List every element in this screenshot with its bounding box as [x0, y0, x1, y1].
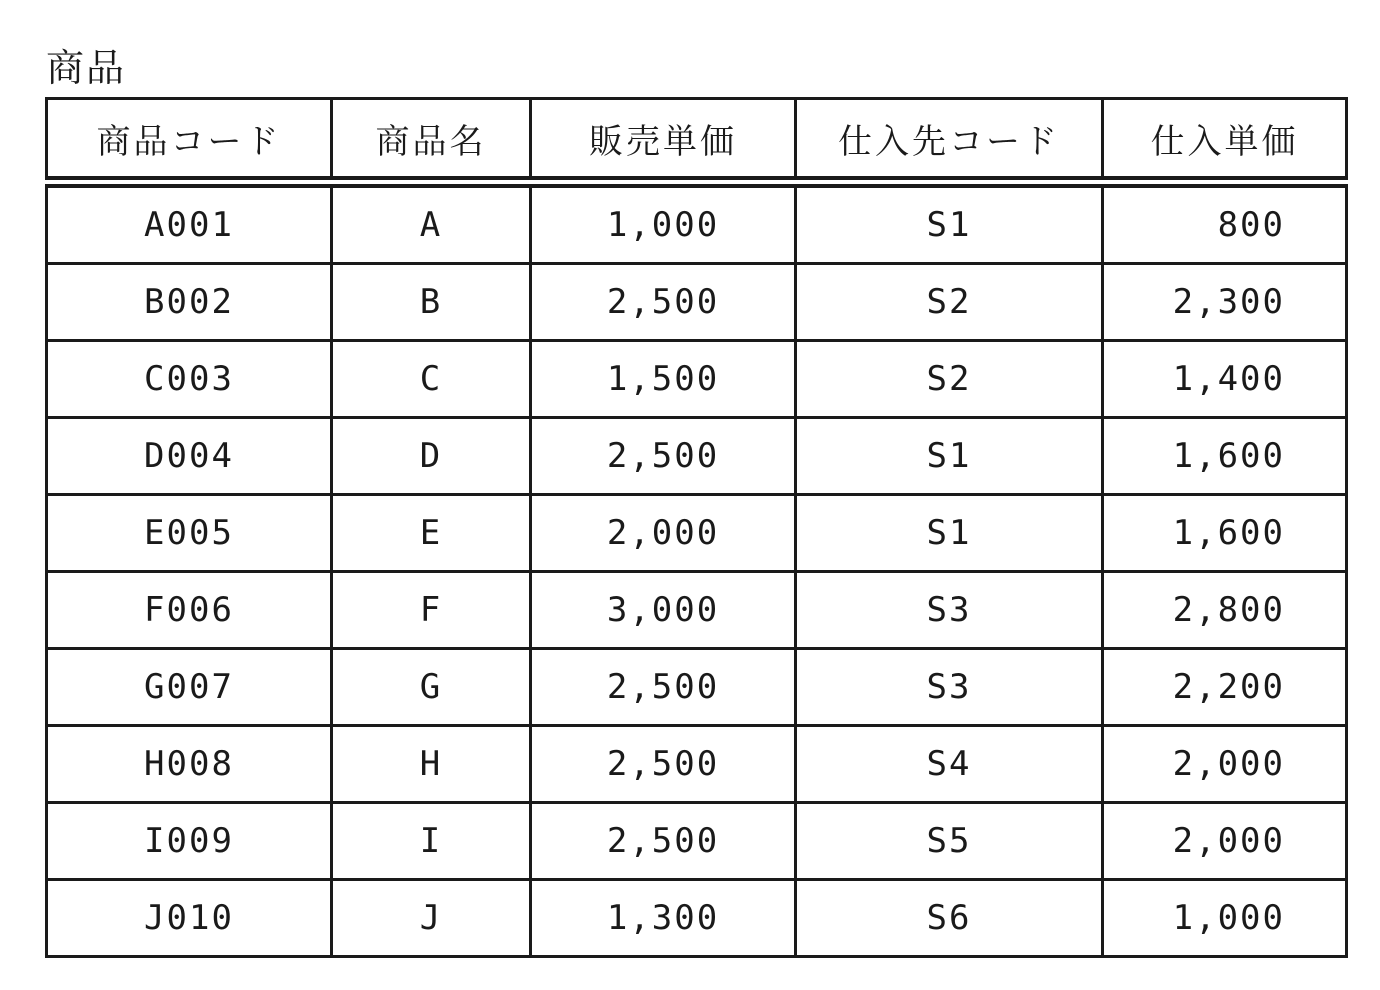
cell-product-name: G — [332, 649, 531, 726]
cell-product-name: I — [332, 803, 531, 880]
header-row — [47, 99, 1347, 183]
cell-supplier-code: S5 — [796, 803, 1103, 880]
cell-product-code: J010 — [47, 880, 332, 957]
cell-supplier-code: S2 — [796, 264, 1103, 341]
cell-purchase-price: 2,200 — [1103, 649, 1347, 726]
cell-product-name: F — [332, 572, 531, 649]
table-row — [47, 264, 1347, 341]
cell-product-code: H008 — [47, 726, 332, 803]
cell-supplier-code: S1 — [796, 182, 1103, 264]
cell-supplier-code: S3 — [796, 572, 1103, 649]
table-row — [47, 418, 1347, 495]
header-product-name: 商品名 — [332, 99, 531, 183]
cell-product-code: C003 — [47, 341, 332, 418]
cell-product-name: H — [332, 726, 531, 803]
cell-sale-price: 2,500 — [531, 803, 796, 880]
table-row — [47, 649, 1347, 726]
cell-product-code: E005 — [47, 495, 332, 572]
cell-product-name: A — [332, 182, 531, 264]
cell-purchase-price: 1,000 — [1103, 880, 1347, 957]
cell-product-code: I009 — [47, 803, 332, 880]
table-title: 商品 — [46, 46, 127, 90]
cell-purchase-price: 2,800 — [1103, 572, 1347, 649]
header-sale-price: 販売単価 — [531, 99, 796, 183]
cell-product-code: G007 — [47, 649, 332, 726]
cell-sale-price: 3,000 — [531, 572, 796, 649]
cell-sale-price: 2,000 — [531, 495, 796, 572]
cell-product-name: J — [332, 880, 531, 957]
cell-supplier-code: S2 — [796, 341, 1103, 418]
cell-sale-price: 1,000 — [531, 182, 796, 264]
product-table — [45, 97, 1348, 958]
table-header — [47, 99, 1347, 183]
cell-supplier-code: S1 — [796, 418, 1103, 495]
cell-product-code: F006 — [47, 572, 332, 649]
table-row — [47, 495, 1347, 572]
cell-purchase-price: 1,600 — [1103, 495, 1347, 572]
header-product-code: 商品コード — [47, 99, 332, 183]
cell-purchase-price: 1,600 — [1103, 418, 1347, 495]
cell-purchase-price: 800 — [1103, 182, 1347, 264]
cell-sale-price: 2,500 — [531, 418, 796, 495]
cell-sale-price: 1,300 — [531, 880, 796, 957]
table-body — [47, 182, 1347, 957]
cell-sale-price: 2,500 — [531, 726, 796, 803]
cell-product-code: D004 — [47, 418, 332, 495]
cell-purchase-price: 1,400 — [1103, 341, 1347, 418]
table-row — [47, 182, 1347, 264]
table-row — [47, 726, 1347, 803]
table-row — [47, 880, 1347, 957]
cell-product-code: A001 — [47, 182, 332, 264]
cell-sale-price: 2,500 — [531, 264, 796, 341]
header-supplier-code: 仕入先コード — [796, 99, 1103, 183]
cell-product-name: E — [332, 495, 531, 572]
cell-purchase-price: 2,300 — [1103, 264, 1347, 341]
table-row — [47, 803, 1347, 880]
cell-product-name: B — [332, 264, 531, 341]
cell-product-code: B002 — [47, 264, 332, 341]
cell-sale-price: 2,500 — [531, 649, 796, 726]
cell-supplier-code: S1 — [796, 495, 1103, 572]
cell-purchase-price: 2,000 — [1103, 803, 1347, 880]
cell-purchase-price: 2,000 — [1103, 726, 1347, 803]
cell-supplier-code: S6 — [796, 880, 1103, 957]
header-purchase-price: 仕入単価 — [1103, 99, 1347, 183]
table-row — [47, 572, 1347, 649]
cell-product-name: C — [332, 341, 531, 418]
cell-sale-price: 1,500 — [531, 341, 796, 418]
cell-product-name: D — [332, 418, 531, 495]
table-row — [47, 341, 1347, 418]
cell-supplier-code: S4 — [796, 726, 1103, 803]
cell-supplier-code: S3 — [796, 649, 1103, 726]
